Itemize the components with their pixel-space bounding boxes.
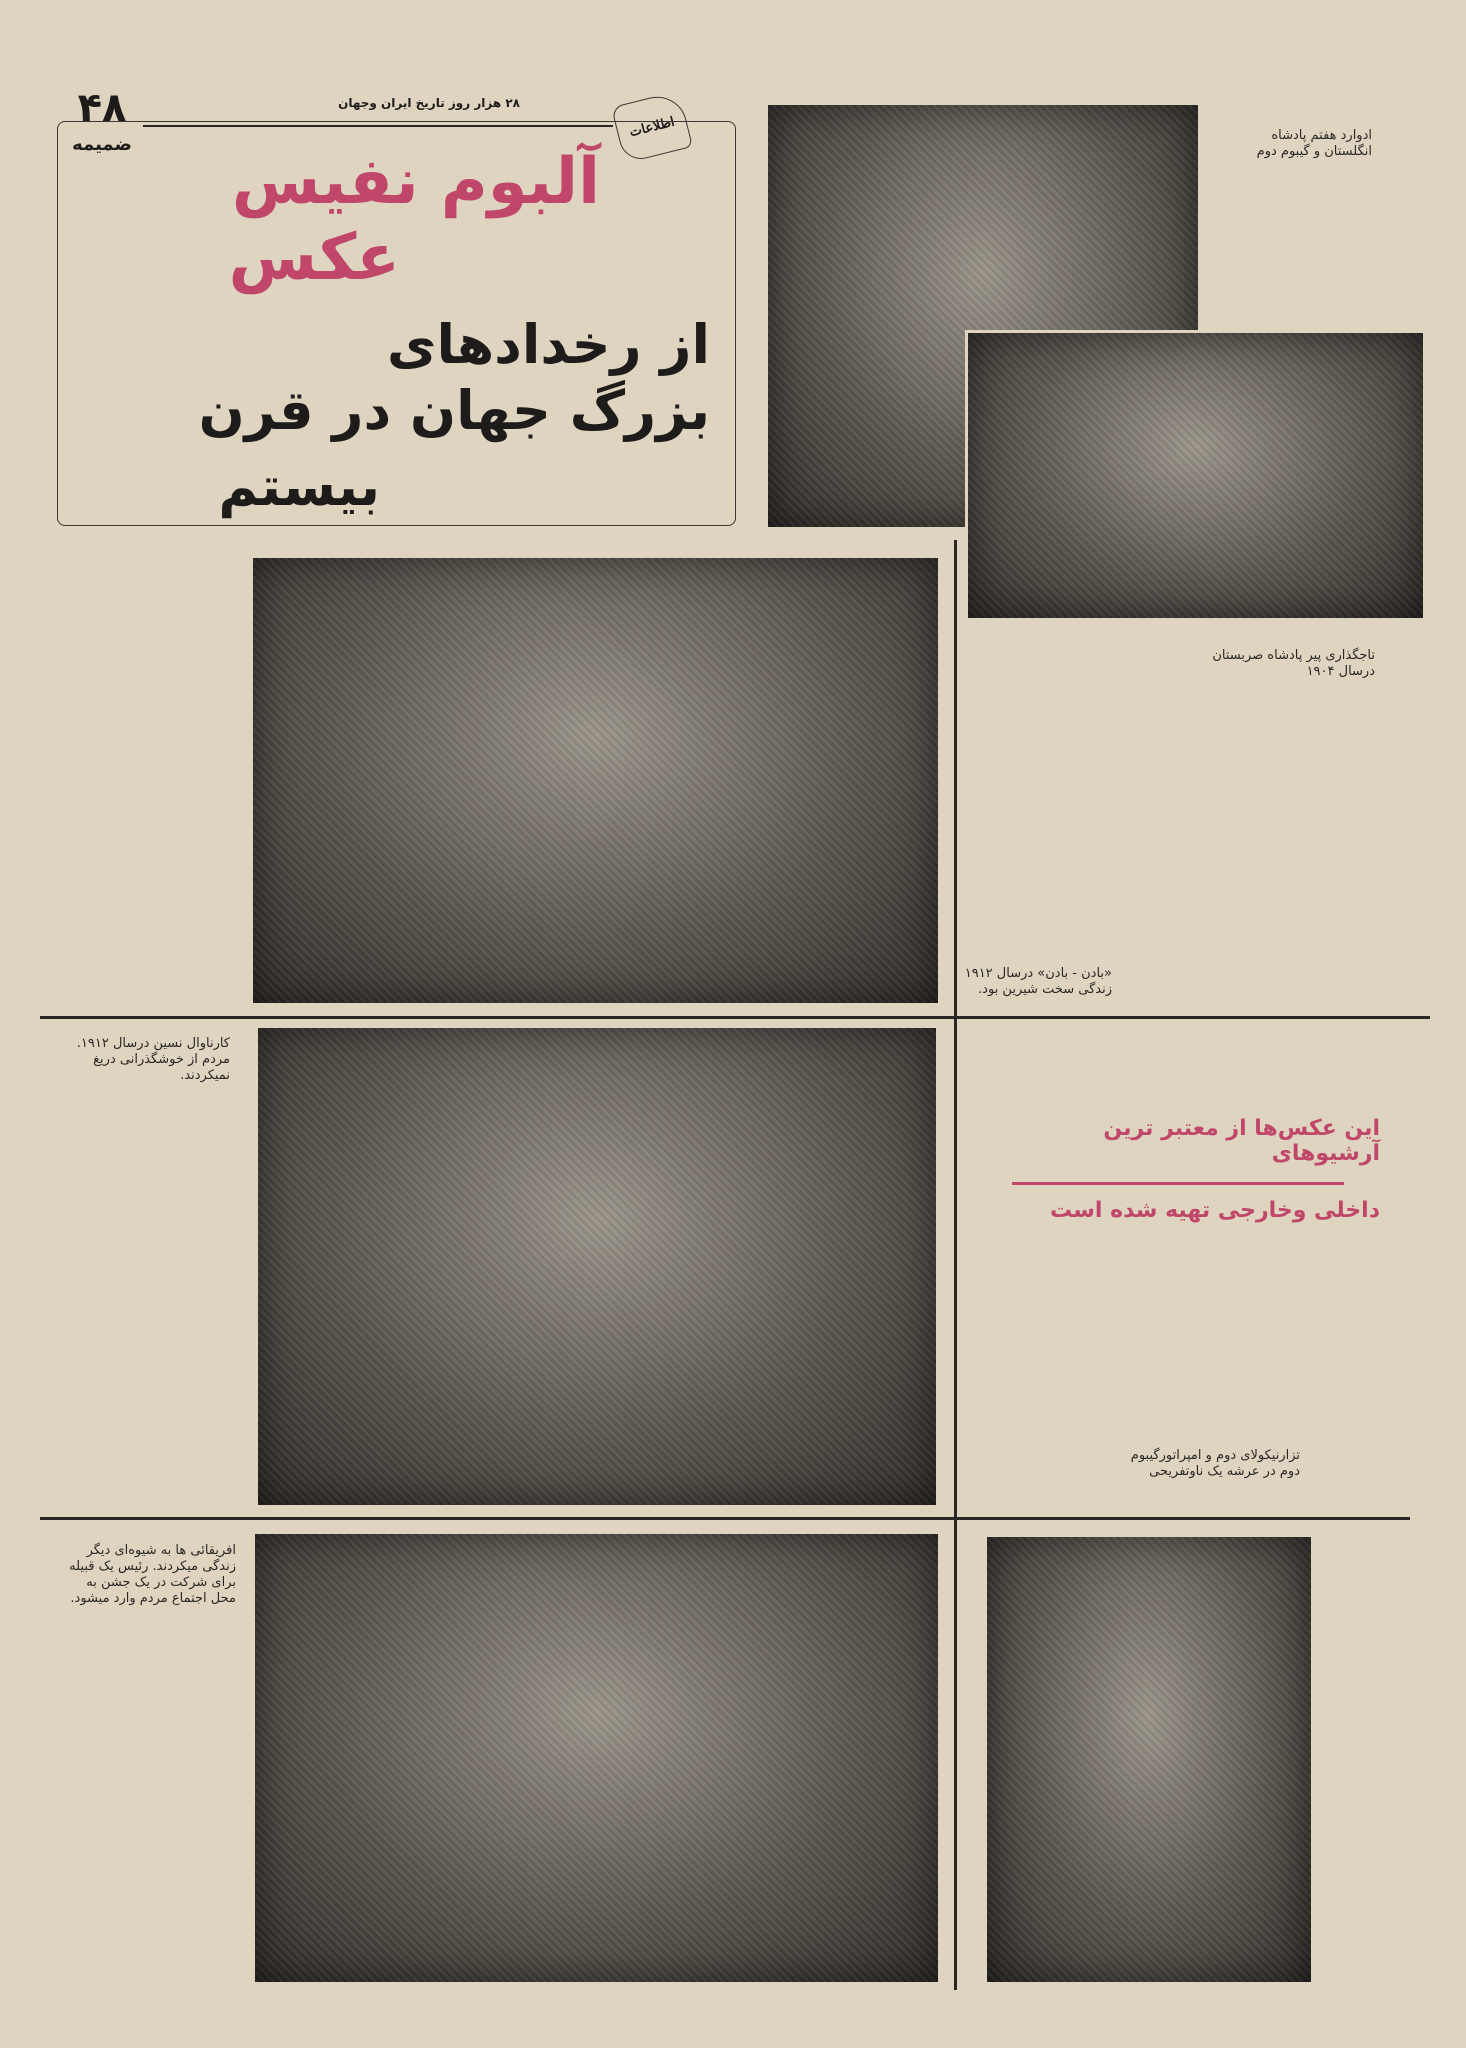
archive-note-line-2: داخلی وخارجی تهیه شده است (1049, 1198, 1380, 1223)
archive-note-rule (1012, 1182, 1344, 1185)
horizontal-rule-1 (40, 1016, 1430, 1019)
caption-coronation: تاجگذاری پیر پادشاه صربستان درسال ۱۹۰۴ (1212, 648, 1375, 679)
photo-coronation (968, 333, 1423, 618)
page-number: ۴۸ (77, 85, 127, 131)
photo-baden (253, 558, 938, 1003)
photo-africa (255, 1534, 938, 1982)
horizontal-rule-2 (40, 1517, 1410, 1520)
logo-label: اطلاعات (628, 114, 676, 140)
page-label: ضمیمه (72, 134, 132, 155)
vertical-rule-lower (954, 1520, 957, 1990)
caption-carnival: کارناوال نسین درسال ۱۹۱۲. مردم از خوشگذرانی دریغ نمیکردند. (76, 1036, 230, 1083)
title-line-1: آلبوم نفیس (231, 145, 600, 219)
title-line-3: از رخدادهای (386, 313, 710, 376)
caption-edward: ادوارد هفتم پادشاه انگلستان و گیبوم دوم (1256, 128, 1372, 159)
running-title: ۲۸ هزار روز تاریخ ایران وجهان (338, 96, 520, 110)
photo-carnival (258, 1028, 936, 1505)
caption-africa: افریقائی ها به شیوه‌ای دیگر زندگی میکردند. رئیس یک قبیله برای شرکت در یک جشن به محل اجتماع مردم وارد میشود. (69, 1543, 236, 1606)
caption-tsar: تزارنیکولای دوم و امپراتورگیبوم دوم در عرشه یک ناوتفریحی (1130, 1448, 1300, 1479)
photo-tsar-kaiser (987, 1537, 1311, 1982)
vertical-rule-upper (954, 540, 957, 1017)
title-line-4: بزرگ جهان در قرن (198, 379, 710, 442)
title-line-5: بیستم (218, 455, 380, 518)
vertical-rule-middle (954, 1019, 957, 1519)
caption-baden: «بادن - بادن» درسال ۱۹۱۲ زندگی سخت شیرین بود. (964, 966, 1112, 997)
archive-note-line-1: این عکس‌ها از معتبر ترین آرشیوهای (1103, 1116, 1380, 1166)
title-line-2: عکس (228, 221, 400, 295)
